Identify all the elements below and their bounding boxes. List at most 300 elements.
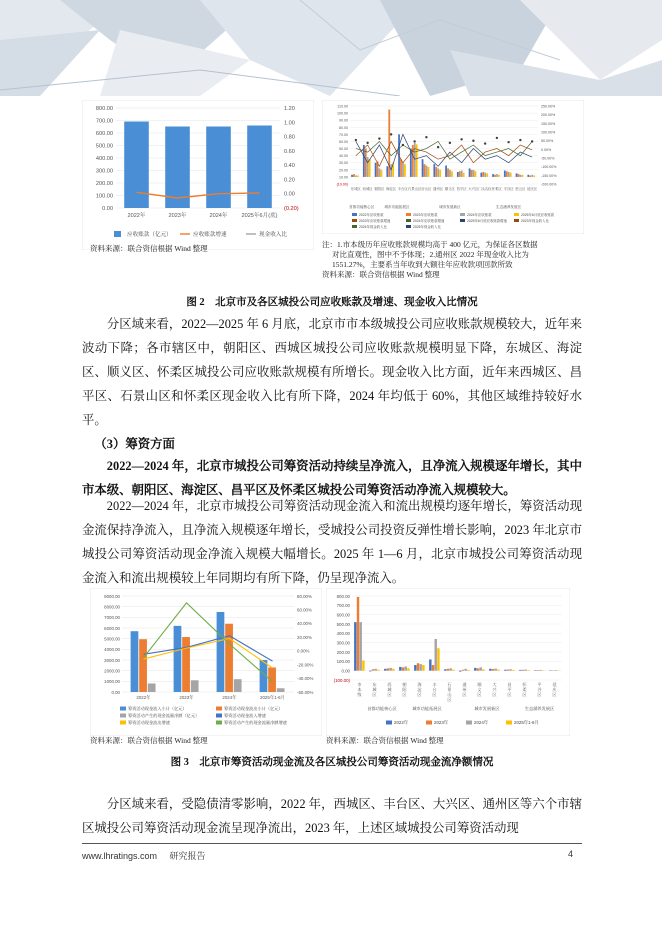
bar-3 xyxy=(486,173,488,177)
bar-0 xyxy=(459,671,461,672)
footer xyxy=(82,849,206,862)
x-tick-label: 延庆区 xyxy=(527,187,538,191)
x-tick-label: 房山区 xyxy=(421,187,432,191)
x-tick-label: 2025年1-6月 xyxy=(260,695,285,700)
x-tick-label: 2022年 xyxy=(136,695,151,700)
y-tick-label: 0.00 xyxy=(341,668,350,674)
bar-1 xyxy=(522,670,524,671)
fig2-right-chart xyxy=(322,100,584,234)
bar-1 xyxy=(494,175,496,177)
bar-1 xyxy=(268,667,276,692)
cash-ratio-dot xyxy=(472,140,474,142)
fig2-note-line-3: 1551.27%，主要系当年收到大额往年应收款项回款所致 xyxy=(332,260,513,269)
bar-2 xyxy=(496,174,498,177)
bar-1 xyxy=(529,175,531,176)
page-number: 4 xyxy=(568,849,574,859)
fig2-right-note xyxy=(322,240,584,280)
bar-0 xyxy=(351,175,353,177)
bar-3 xyxy=(451,171,453,177)
bar-0 xyxy=(384,669,386,671)
y-tick-label: 0.00 xyxy=(111,689,120,695)
legend-swatch xyxy=(120,714,126,718)
x-tick-label: 2023年 xyxy=(179,695,194,700)
bar-2 xyxy=(540,670,542,671)
bar-0 xyxy=(504,171,506,177)
bar-1 xyxy=(432,665,434,671)
bar-3 xyxy=(404,164,406,177)
y2-tick-label: 40.00% xyxy=(297,621,312,627)
bar-2 xyxy=(484,173,486,177)
x-tick-label: 西城区 xyxy=(387,682,392,697)
bar-2 xyxy=(426,166,428,177)
x-tick-label: 平谷区 xyxy=(537,682,542,697)
fig2-note-line-2: 对比直观性，图中不予体现；2.通州区 2022 年现金收入比为 xyxy=(332,250,529,259)
cash-ratio-dot xyxy=(437,146,439,148)
legend-label: 应收账款增速 xyxy=(193,232,227,238)
bar-2 xyxy=(473,170,475,177)
bar-receivables xyxy=(124,122,149,209)
bar-0 xyxy=(445,166,447,177)
legend-swatch xyxy=(114,231,121,237)
legend-swatch xyxy=(216,721,222,725)
bar-3 xyxy=(475,171,477,177)
legend-label: 2023年应收账款 xyxy=(413,213,438,217)
chart-frame xyxy=(82,100,314,250)
legend-label: 2023年应收账款增速 xyxy=(359,219,391,223)
bar-1 xyxy=(459,171,461,177)
y2-tick-label: -100.00% xyxy=(541,165,557,170)
x-tick-label: 顺义区 xyxy=(444,187,455,191)
bar-0 xyxy=(444,669,446,670)
bar-3 xyxy=(392,669,394,671)
fig3-right-chart xyxy=(326,588,570,736)
y-tick-label: 60.00 xyxy=(339,139,348,144)
x-tick-label: 2023年 xyxy=(168,213,187,219)
bar-1 xyxy=(471,170,473,177)
bar-1 xyxy=(402,667,404,670)
bar-3 xyxy=(522,175,524,177)
bar-1 xyxy=(518,174,520,177)
bar-0 xyxy=(519,670,521,671)
legend-label: 筹资活动现金流出小计（亿元） xyxy=(224,706,283,711)
cash-ratio-dot xyxy=(425,136,427,138)
bar-3 xyxy=(437,648,439,670)
bar-2 xyxy=(379,168,381,177)
legend-label: 2022年应收账款 xyxy=(359,213,384,217)
y-tick-label: 200.00 xyxy=(95,181,113,187)
legend-label: 2025年6月底应收账款增速 xyxy=(467,219,507,223)
x-tick-label: 海淀区 xyxy=(386,187,397,191)
legend-swatch xyxy=(514,219,519,222)
x-tick-label: 东城区 xyxy=(350,187,361,191)
y2-tick-label: 200.00% xyxy=(541,113,556,118)
legend-label: 2022年 xyxy=(394,720,409,725)
bar-2 xyxy=(450,668,452,670)
legend-swatch xyxy=(466,721,472,725)
bar-2 xyxy=(234,679,242,692)
paragraph-region-financing: 分区域来看，受隐债清零影响，2022 年，西城区、丰台区、大兴区、通州区等六个市辖区城投公司筹资活动现金流呈现净流出，2023 年，上述区域城投公司筹资活动现 xyxy=(82,797,582,835)
y-tick-label: 5000.00 xyxy=(104,636,120,642)
legend-label: 2023年 xyxy=(434,720,449,725)
y-tick-label: 600.00 xyxy=(336,612,350,618)
bar-0 xyxy=(399,667,401,671)
legend-swatch xyxy=(506,721,512,725)
bar-2 xyxy=(525,670,527,671)
y2-tick-label: 60.00% xyxy=(297,607,312,613)
bar-0 xyxy=(369,671,371,672)
legend-label: 2025年6月底应收账款 xyxy=(521,213,555,217)
y-tick-label: 20.00 xyxy=(339,168,348,173)
x-tick-label: 顺义区 xyxy=(477,682,482,697)
bar-2 xyxy=(461,171,463,177)
cash-ratio-dot xyxy=(378,137,380,139)
y-tick-label: 500.00 xyxy=(336,621,350,627)
bar-1 xyxy=(182,637,190,692)
x-tick-label: 海淀区 xyxy=(417,682,422,697)
y-tick-label: 70.00 xyxy=(339,132,348,137)
fig2-left-source: 资料来源：联合资信根据 Wind 整理 xyxy=(90,244,208,253)
bar-0 xyxy=(457,172,459,177)
legend-swatch xyxy=(460,213,465,216)
bar-0 xyxy=(217,612,225,692)
y-tick-label: (10.00) xyxy=(336,182,348,187)
legend-swatch xyxy=(460,219,465,222)
cash-ratio-dot xyxy=(496,137,498,139)
bar-3 xyxy=(533,175,535,176)
y2-tick-label: 50.00% xyxy=(541,139,554,144)
bar-0 xyxy=(516,173,518,177)
y2-tick-label: -200.00% xyxy=(541,182,557,187)
bar-2 xyxy=(555,670,557,671)
footer-divider xyxy=(82,843,582,844)
x-tick-label: 延庆区 xyxy=(552,682,557,697)
y2-tick-label: 80.00% xyxy=(297,593,312,599)
x-tick-label: 丰台区 xyxy=(432,682,437,697)
legend-swatch xyxy=(426,721,432,725)
bar-3 xyxy=(362,660,364,670)
bar-0 xyxy=(386,166,388,177)
bar-1 xyxy=(365,149,367,177)
x-tick-label: 朝阳区 xyxy=(374,187,385,191)
footer-label: 研究报告 xyxy=(169,851,206,861)
x-tick-label: 昌平区 xyxy=(507,682,512,697)
bar-3 xyxy=(369,159,371,177)
bar-1 xyxy=(387,668,389,670)
bar-3 xyxy=(381,170,383,177)
bar-2 xyxy=(402,163,404,177)
bar-1 xyxy=(417,663,419,670)
bar-3 xyxy=(422,665,424,671)
y2-tick-label: 0.60 xyxy=(284,148,295,155)
y-tick-label: 300.00 xyxy=(336,640,350,646)
cash-ratio-dot xyxy=(531,140,533,142)
y-tick-label: 300.00 xyxy=(95,168,113,175)
x-tick-label: 石景山区 xyxy=(407,187,422,191)
y-tick-label: 700.00 xyxy=(95,118,113,125)
legend-label: 2024年 xyxy=(474,720,489,725)
group-label: 首都功能核心区 xyxy=(349,205,375,209)
y2-tick-label: 20.00% xyxy=(297,634,312,640)
section-heading-financing: （3）筹资方面 xyxy=(94,437,175,451)
y2-tick-label: -150.00% xyxy=(541,173,557,178)
cash-ratio-dot xyxy=(460,138,462,140)
x-tick-label: 通州区 xyxy=(433,187,444,191)
bar-1 xyxy=(482,172,484,177)
y-tick-label: 500.00 xyxy=(95,143,113,150)
y-tick-label: 100.00 xyxy=(336,659,350,665)
bar-1 xyxy=(372,669,374,670)
x-tick-label: 通州区 xyxy=(462,682,467,697)
legend-swatch xyxy=(120,707,126,711)
bar-3 xyxy=(463,173,465,177)
x-tick-label: 门头沟区 xyxy=(478,187,492,191)
fig3-left-chart xyxy=(90,588,322,736)
bar-1 xyxy=(447,669,449,671)
x-tick-label: 昌平区 xyxy=(456,187,467,191)
bar-1 xyxy=(462,670,464,671)
group-label: 城市功能拓展区 xyxy=(384,205,410,209)
bar-2 xyxy=(531,175,533,177)
bar-2 xyxy=(360,622,362,671)
y-tick-label: 9000.00 xyxy=(104,593,120,599)
bar-3 xyxy=(527,670,529,671)
bar-3 xyxy=(510,173,512,177)
group-label: 城市发展新区 xyxy=(439,205,461,209)
y-tick-label: 600.00 xyxy=(95,131,113,137)
legend-swatch xyxy=(406,219,411,222)
y2-tick-label: 1.00 xyxy=(284,120,295,127)
x-tick-label: 大兴区 xyxy=(492,682,497,697)
fig2-note-line-4: 资料来源：联合资信根据 Wind 整理 xyxy=(322,270,440,279)
bar-2 xyxy=(449,170,451,177)
fig2-left-chart xyxy=(82,100,314,250)
bar-1 xyxy=(435,167,437,177)
paragraph-financing-detail: 2022—2024 年，北京市城投公司筹资活动现金流入和流出规模均逐年增长，筹资活动现金流保持净流入，且净流入规模逐年增长，受城投公司投资反弹性增长影响，2023 年北京市城投公司筹资活动现金净流入规模大幅增长。2025 年 1—6 月，北京市城投公司筹资活动现金流入和流出规模较上年同期均有所下降，仍呈现净流入。 xyxy=(82,499,582,585)
x-tick-label: 怀柔区 xyxy=(491,187,502,191)
legend-label: 筹资活动现金流入小计（亿元） xyxy=(128,706,187,711)
bar-0 xyxy=(414,665,416,671)
bar-1 xyxy=(353,174,355,177)
y-tick-label: 0.00 xyxy=(102,206,113,212)
legend-label: 2025年1-6月 xyxy=(514,720,539,725)
bar-0 xyxy=(354,622,356,671)
bar-2 xyxy=(510,669,512,670)
y-tick-label: 200.00 xyxy=(336,649,350,655)
y2-tick-label: -60.00% xyxy=(297,689,314,695)
y-tick-label: 400.00 xyxy=(95,156,113,162)
bar-2 xyxy=(367,157,369,177)
bar-3 xyxy=(377,670,379,671)
bar-receivables xyxy=(247,126,272,209)
bar-3 xyxy=(498,175,500,177)
legend-label: 筹资活动产生的现金流量净额增速 xyxy=(224,720,287,725)
y-tick-label: 4000.00 xyxy=(104,647,120,653)
x-tick-label: 石景山区 xyxy=(447,682,452,702)
x-tick-label: 2025年6月(底) xyxy=(241,213,278,219)
bar-0 xyxy=(480,173,482,177)
bar-1 xyxy=(424,164,426,177)
legend-label: 2025年现金收入比 xyxy=(413,225,441,229)
legend-label: 筹资活动现金流入增速 xyxy=(224,713,266,718)
bar-1 xyxy=(139,639,147,692)
y-tick-label: 40.00 xyxy=(339,154,348,159)
y-tick-label: 6000.00 xyxy=(104,625,120,631)
y2-tick-label: 0.40 xyxy=(284,163,295,170)
x-tick-label: 西城区 xyxy=(362,187,373,191)
cash-ratio-dot xyxy=(519,139,521,141)
fig2-caption: 图 2 北京市及各区城投公司应收账款及增速、现金收入比情况 xyxy=(186,297,478,308)
bar-2 xyxy=(390,668,392,671)
bar-0 xyxy=(174,626,182,692)
cash-ratio-dot xyxy=(449,142,451,144)
footer-site[interactable]: www.lhratings.com xyxy=(82,851,158,861)
bar-2 xyxy=(520,175,522,177)
y-tick-label: 3000.00 xyxy=(104,657,120,663)
y-tick-label: 800.00 xyxy=(336,593,350,599)
x-tick-label: 2022年 xyxy=(127,213,146,219)
bar-2 xyxy=(480,667,482,670)
bar-0 xyxy=(527,175,529,177)
y2-tick-label: 0.00% xyxy=(297,648,310,654)
legend-swatch xyxy=(216,714,222,718)
bar-2 xyxy=(465,669,467,671)
bar-3 xyxy=(357,175,359,176)
bar-receivables xyxy=(206,127,231,209)
legend-label: 现金收入比 xyxy=(259,232,287,238)
bar-2 xyxy=(414,143,416,177)
bar-0 xyxy=(375,163,377,177)
legend-label: 2024年应收账款 xyxy=(467,213,492,217)
legend-swatch xyxy=(352,213,357,216)
legend-swatch xyxy=(406,213,411,216)
fig3-caption: 图 3 北京市筹资活动现金流及各区城投公司筹资活动现金流净额情况 xyxy=(170,757,494,768)
y-tick-label: 1000.00 xyxy=(104,679,120,685)
bar-1 xyxy=(506,171,508,177)
x-tick-label: 怀柔区 xyxy=(522,682,527,697)
bar-1 xyxy=(507,670,509,671)
y-tick-label: (100.00) xyxy=(333,677,350,683)
y2-tick-label: 250.00% xyxy=(541,104,556,109)
y-tick-label: 8000.00 xyxy=(104,604,120,610)
legend-swatch xyxy=(514,213,519,216)
y-tick-label: 100.00 xyxy=(337,111,348,116)
y-tick-label: 2000.00 xyxy=(104,668,120,674)
x-tick-label: 东城区 xyxy=(372,682,377,697)
y-tick-label: 80.00 xyxy=(339,125,348,130)
x-tick-label: 平谷区 xyxy=(503,187,514,191)
bar-3 xyxy=(497,670,499,671)
bar-receivables xyxy=(165,127,190,209)
legend-label: 2024年现金收入比 xyxy=(359,225,387,229)
group-label: 生态涵养发展区 xyxy=(524,706,555,711)
x-tick-label: 密云区 xyxy=(515,187,526,191)
bar-1 xyxy=(492,669,494,671)
y2-tick-label: -40.00% xyxy=(297,676,314,682)
bar-3 xyxy=(428,167,430,177)
y2-tick-label: 0.00% xyxy=(541,147,552,152)
bar-1 xyxy=(225,624,233,692)
legend-label: 应收账款（亿元） xyxy=(127,232,172,238)
header-banner xyxy=(0,0,662,96)
y-tick-label: 90.00 xyxy=(339,118,348,123)
bar-3 xyxy=(407,668,409,670)
paragraph-financing-summary: 2022—2024 年，北京市城投公司筹资活动持续呈净流入，且净流入规模逐年增长，其中市本级、朝阳区、海淀区、昌平区及怀柔区城投公司筹资活动净流入规模较大。 xyxy=(82,459,582,497)
cash-ratio-dot xyxy=(507,141,509,143)
y2-tick-label: 1.20 xyxy=(284,106,295,112)
bar-2 xyxy=(435,639,437,671)
bar-2 xyxy=(191,680,199,692)
y2-tick-label: (0.20) xyxy=(284,206,299,212)
bar-2 xyxy=(148,683,156,692)
legend-swatch xyxy=(120,721,126,725)
group-label: 城市功能拓展区 xyxy=(412,706,442,711)
bar-1 xyxy=(537,670,539,671)
fig3-left-source: 资料来源：联合资信根据 Wind 整理 xyxy=(90,736,208,745)
legend-swatch xyxy=(352,225,357,228)
bar-0 xyxy=(489,669,491,671)
legend-label: 2023年现金收入比 xyxy=(521,219,549,223)
bar-2 xyxy=(277,688,285,692)
bar-0 xyxy=(469,168,471,177)
bar-3 xyxy=(452,670,454,671)
y2-tick-label: 0.00 xyxy=(284,191,295,198)
cash-ratio-dot xyxy=(402,144,404,146)
x-tick-label: 朝阳区 xyxy=(402,682,407,697)
x-tick-label: 大兴区 xyxy=(468,187,479,191)
bar-2 xyxy=(355,175,357,176)
cash-ratio-dot xyxy=(390,133,392,135)
y-tick-label: 700.00 xyxy=(336,603,350,609)
group-label: 生态涵养发展区 xyxy=(496,205,522,209)
cash-ratio-dot xyxy=(355,139,357,141)
y-tick-label: 110.00 xyxy=(337,104,348,109)
bar-2 xyxy=(375,669,377,671)
bar-0 xyxy=(504,670,506,671)
x-tick-label: 丰台区 xyxy=(397,187,408,191)
bar-1 xyxy=(400,159,402,177)
bar-2 xyxy=(405,666,407,670)
fig2-note-line-1: 注：1.市本级历年应收账款规模均高于 400 亿元，为保证各区数据 xyxy=(322,240,538,249)
paragraph-region-receivables: 分区域来看，2022—2025 年 6 月底，北京市市本级城投公司应收账款规模较大，近年来波动下降；各市辖区中，朝阳区、西城区城投公司应收账款规模明显下降，东城区、海淀区、顺义区、怀柔区城投公司应收账款规模有所增长。现金收入比方面，近年来西城区、昌平区、石景山区和怀柔区现金收入比有所下降，2024 年均低于 60%，其他区域维持较好水平。 xyxy=(82,317,582,427)
bar-2 xyxy=(508,172,510,177)
legend-swatch xyxy=(386,721,392,725)
bar-3 xyxy=(512,670,514,671)
bar-2 xyxy=(437,168,439,177)
bar-3 xyxy=(439,170,441,177)
group-label: 首都功能核心区 xyxy=(367,706,397,711)
y-tick-label: 100.00 xyxy=(95,193,113,200)
bar-0 xyxy=(422,159,424,177)
bar-1 xyxy=(477,668,479,670)
y-tick-label: 10.00 xyxy=(339,175,348,180)
legend-swatch xyxy=(406,225,411,228)
bar-1 xyxy=(357,597,359,671)
bar-0 xyxy=(474,668,476,671)
y-tick-label: 7000.00 xyxy=(104,615,120,621)
y2-tick-label: 0.20 xyxy=(284,177,295,184)
legend-label: 筹资活动现金流出增速 xyxy=(128,720,170,725)
legend-swatch xyxy=(216,707,222,711)
x-tick-label: 2024年 xyxy=(222,695,237,700)
legend-swatch xyxy=(352,219,357,222)
bar-0 xyxy=(363,145,365,177)
bar-2 xyxy=(420,664,422,671)
y2-tick-label: 150.00% xyxy=(541,121,556,126)
y-tick-label: 50.00 xyxy=(339,147,348,152)
y-tick-label: 800.00 xyxy=(95,106,113,112)
bar-0 xyxy=(131,631,139,692)
cash-ratio-dot xyxy=(484,142,486,144)
